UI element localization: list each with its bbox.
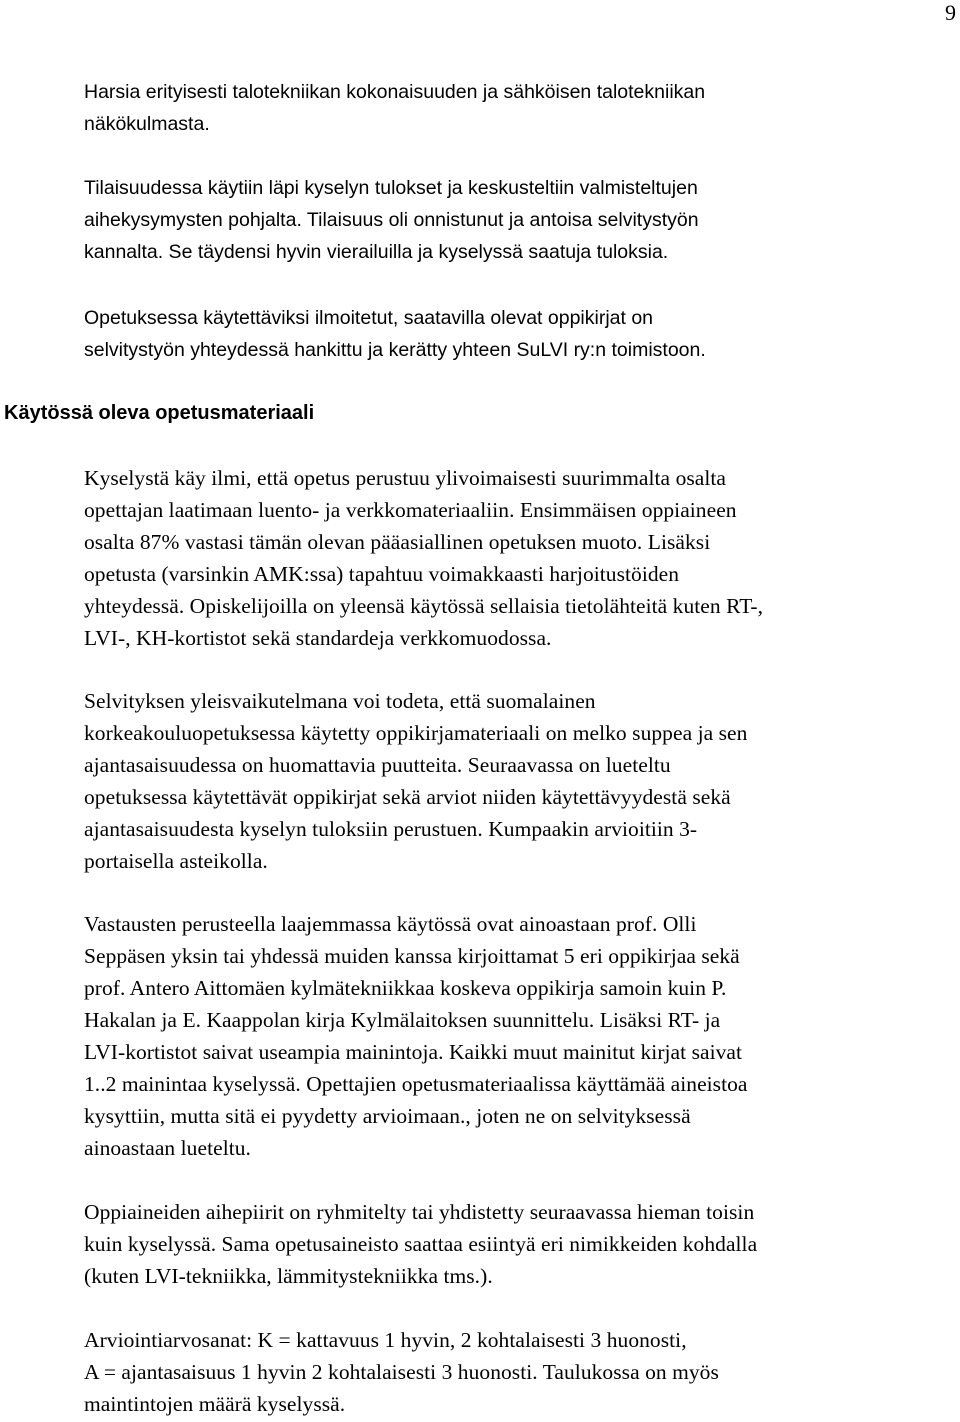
text-line: opettajan laatimaan luento- ja verkkomateriaaliin. Ensimmäisen oppiaineen (84, 498, 737, 522)
text-line: ajantasaisuudesta kyselyn tuloksiin perustuen. Kumpaakin arvioitiin 3- (84, 817, 698, 841)
text-line: kannalta. Se täydensi hyvin vierailuilla ja kyselyssä saatuja tuloksia. (84, 241, 669, 263)
text-line: ainoastaan lueteltu. (84, 1136, 251, 1160)
paragraph-kyselysta (84, 462, 946, 654)
text-line: maintintojen määrä kyselyssä. (84, 1392, 346, 1416)
text-line: näkökulmasta. (84, 113, 210, 135)
text-line: portaisella asteikolla. (84, 849, 268, 873)
page-number: 9 (945, 0, 956, 25)
text-line: Harsia erityisesti talotekniikan kokonaisuuden ja sähköisen talotekniikan (84, 81, 706, 103)
paragraph-oppikirjat (84, 302, 946, 366)
text-line: Vastausten perusteella laajemmassa käytössä ovat ainoastaan prof. Olli (84, 912, 697, 936)
text-line: Kyselystä käy ilmi, että opetus perustuu ylivoimaisesti suurimmalta osalta (84, 466, 727, 490)
text-line: Seppäsen yksin tai yhdessä muiden kanssa kirjoittamat 5 eri oppikirjaa sekä (84, 944, 740, 968)
text-line: Oppiaineiden aihepiirit on ryhmitelty tai yhdistetty seuraavassa hieman toisin (84, 1200, 755, 1224)
text-line: kuin kyselyssä. Sama opetusaineisto saattaa esiintyä eri nimikkeiden kohdalla (84, 1232, 758, 1256)
paragraph-talotekniikka (84, 76, 946, 140)
text-line: LVI-, KH-kortistot sekä standardeja verkkomuodossa. (84, 626, 552, 650)
text-line: selvitystyön yhteydessä hankittu ja kerätty yhteen SuLVI ry:n toimistoon. (84, 339, 706, 361)
text-line: yhteydessä. Opiskelijoilla on yleensä käytössä sellaisia tietolähteitä kuten RT-, (84, 594, 764, 618)
paragraph-tilaisuus (84, 172, 946, 268)
text-line: LVI-kortistot saivat useampia mainintoja. Kaikki muut mainitut kirjat saivat (84, 1040, 743, 1064)
text-line: Selvityksen yleisvaikutelmana voi todeta, että suomalainen (84, 689, 596, 713)
paragraph-oppiaineet (84, 1196, 946, 1292)
paragraph-selvitys (84, 685, 946, 877)
text-line: Opetuksessa käytettäviksi ilmoitetut, saatavilla olevat oppikirjat on (84, 307, 654, 329)
text-line: prof. Antero Aittomäen kylmätekniikkaa koskeva oppikirja samoin kuin P. (84, 976, 727, 1000)
text-line: opetuksessa käytettävät oppikirjat sekä arviot niiden käytettävyydestä sekä (84, 785, 731, 809)
text-line: Hakalan ja E. Kaappolan kirja Kylmälaitoksen suunnittelu. Lisäksi RT- ja (84, 1008, 721, 1032)
text-line: (kuten LVI-tekniikka, lämmitystekniikka tms.). (84, 1264, 493, 1288)
text-line: korkeakouluopetuksessa käytetty oppikirjamateriaali on melko suppea ja sen (84, 721, 748, 745)
section-heading: Käytössä oleva opetusmateriaali (4, 402, 315, 424)
text-line: kysyttiin, mutta sitä ei pyydetty arvioimaan., joten ne on selvityksessä (84, 1104, 691, 1128)
paragraph-arviointi (84, 1324, 946, 1420)
text-line: 1..2 mainintaa kyselyssä. Opettajien opetusmateriaalissa käyttämää aineistoa (84, 1072, 748, 1096)
text-line: osalta 87% vastasi tämän olevan pääasiallinen opetuksen muoto. Lisäksi (84, 530, 711, 554)
text-line: aihekysymysten pohjalta. Tilaisuus oli onnistunut ja antoisa selvitystyön (84, 209, 699, 231)
text-line: ajantasaisuudessa on huomattavia puutteita. Seuraavassa on lueteltu (84, 753, 671, 777)
paragraph-vastaukset (84, 908, 946, 1164)
text-line: Tilaisuudessa käytiin läpi kyselyn tulokset ja keskusteltiin valmisteltujen (84, 177, 698, 199)
text-line: opetusta (varsinkin AMK:ssa) tapahtuu voimakkaasti harjoitustöiden (84, 562, 680, 586)
text-line: Arviointiarvosanat: K = kattavuus 1 hyvin, 2 kohtalaisesti 3 huonosti, (84, 1328, 687, 1352)
text-line: A = ajantasaisuus 1 hyvin 2 kohtalaisesti 3 huonosti. Taulukossa on myös (84, 1360, 719, 1384)
